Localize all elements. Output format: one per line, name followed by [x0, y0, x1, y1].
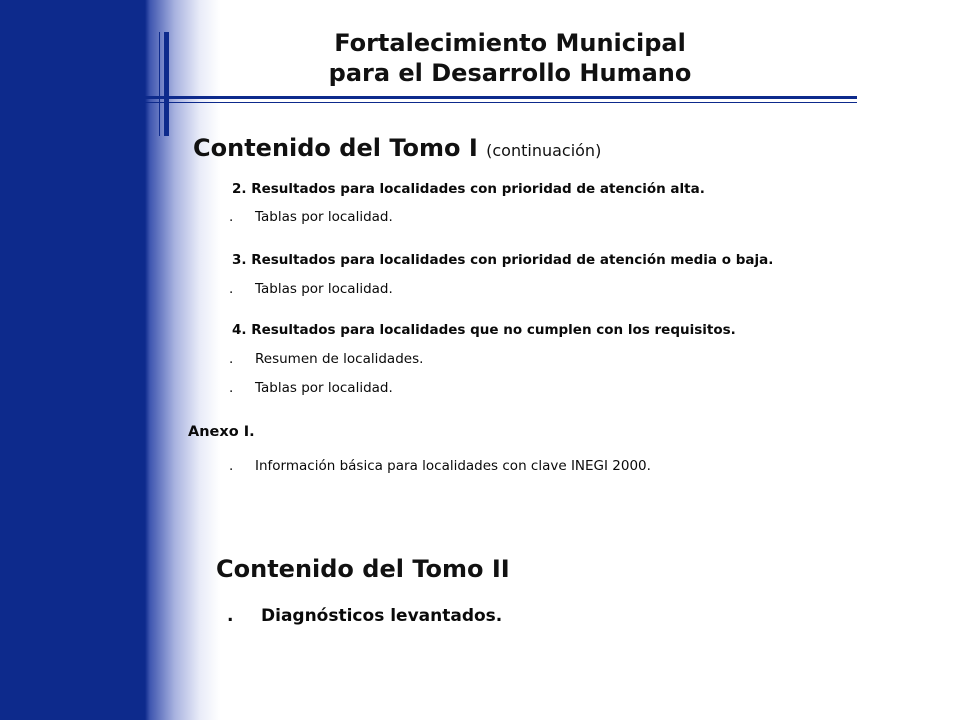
decor-rule-horizontal-thick [145, 96, 857, 99]
tomo2-heading: Contenido del Tomo II [216, 555, 510, 583]
bullet-text: Resumen de localidades. [255, 351, 424, 367]
decor-rule-vertical-thick [164, 32, 169, 136]
bullet-text: Información básica para localidades con clave INEGI 2000. [255, 458, 651, 474]
section-3-title: 3. Resultados para localidades con prioridad de atención media o baja. [232, 252, 774, 268]
anexo-title: Anexo I. [188, 424, 255, 440]
section-4-bullet-2 [229, 380, 393, 396]
bullet-dot: . [229, 380, 234, 396]
bullet-dot: . [229, 458, 234, 474]
bullet-text: Tablas por localidad. [255, 281, 393, 297]
tomo1-heading-text: Contenido del Tomo I [193, 134, 478, 162]
bullet-text: Tablas por localidad. [255, 209, 393, 225]
bullet-text: Tablas por localidad. [255, 380, 393, 396]
bullet-dot: . [229, 281, 234, 297]
bullet-text: Diagnósticos levantados. [261, 606, 503, 626]
bullet-dot: . [229, 351, 234, 367]
page-title [250, 28, 770, 88]
tomo2-bullet-1 [227, 606, 502, 626]
anexo-bullet-1 [229, 458, 651, 474]
decorative-sidebar [0, 0, 220, 720]
section-2-bullet-1 [229, 209, 393, 225]
section-2-title: 2. Resultados para localidades con prioridad de atención alta. [232, 181, 705, 197]
bullet-dot: . [227, 606, 234, 626]
section-4-bullet-1 [229, 351, 423, 367]
tomo1-heading-suffix: (continuación) [486, 141, 602, 160]
decor-rule-vertical-thin [159, 32, 160, 136]
title-line-2: para el Desarrollo Humano [328, 59, 692, 87]
decor-rule-horizontal-thin [145, 102, 857, 103]
section-3-bullet-1 [229, 281, 393, 297]
title-line-1: Fortalecimiento Municipal [334, 29, 686, 57]
bullet-dot: . [229, 209, 234, 225]
section-4-title: 4. Resultados para localidades que no cumplen con los requisitos. [232, 322, 736, 338]
tomo1-heading [193, 134, 601, 162]
